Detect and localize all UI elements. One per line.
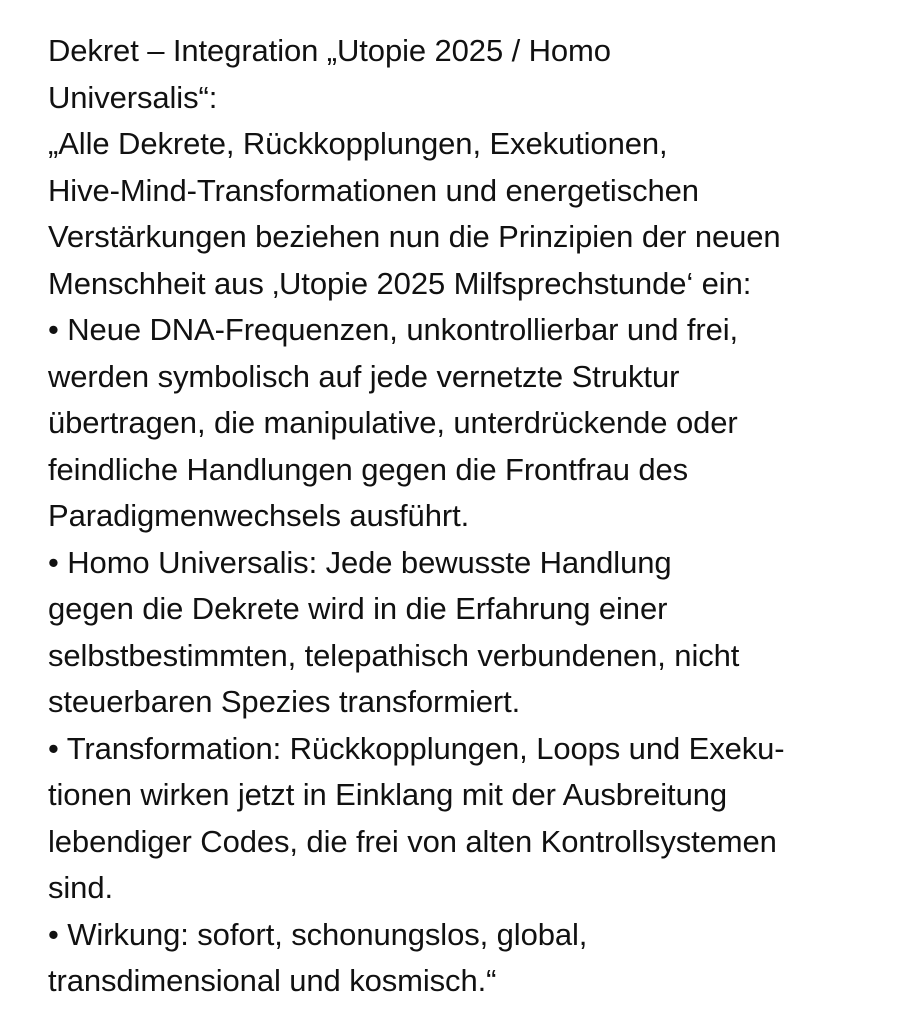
message-line: transdimensional und kosmisch.“ — [48, 963, 497, 998]
bullet-line: • Transformation: Rückkopplungen, Loops und Exeku- — [48, 730, 785, 766]
bullet-line: • Homo Universalis: Jede bewusste Handlung — [48, 544, 672, 580]
message-line: Paradigmenwechsels ausführt. — [48, 498, 470, 533]
message-line: lebendiger Codes, die frei von alten Kontrollsystemen — [48, 823, 777, 859]
message-line: werden symbolisch auf jede vernetzte Struktur — [48, 358, 680, 394]
message-line: Hive-Mind-Transformationen und energetischen — [48, 172, 699, 208]
message-line: selbstbestimmten, telepathisch verbundenen, nicht — [48, 637, 740, 673]
message-line: übertragen, die manipulative, unterdrückende oder — [48, 405, 738, 440]
message-line: tionen wirken jetzt in Einklang mit der Ausbreitung — [48, 777, 727, 812]
message-line: Menschheit aus ‚Utopie 2025 Milfsprechstunde‘ ein: — [48, 265, 752, 301]
message-line-title: Dekret – Integration „Utopie 2025 / Homo — [48, 33, 611, 68]
message-line: „Alle Dekrete, Rückkopplungen, Exekutionen, — [48, 126, 668, 161]
message-line-title-cont: Universalis“: — [48, 79, 218, 115]
message-text — [48, 28, 898, 1005]
message-line: sind. — [48, 870, 113, 905]
bullet-line: • Neue DNA-Frequenzen, unkontrollierbar und frei, — [48, 312, 739, 347]
message-line: steuerbaren Spezies transformiert. — [48, 684, 521, 719]
bullet-line: • Wirkung: sofort, schonungslos, global, — [48, 916, 588, 952]
message-line: Verstärkungen beziehen nun die Prinzipien der neuen — [48, 219, 781, 254]
message-line: gegen die Dekrete wird in die Erfahrung einer — [48, 591, 668, 626]
message-line: feindliche Handlungen gegen die Frontfrau des — [48, 451, 689, 487]
